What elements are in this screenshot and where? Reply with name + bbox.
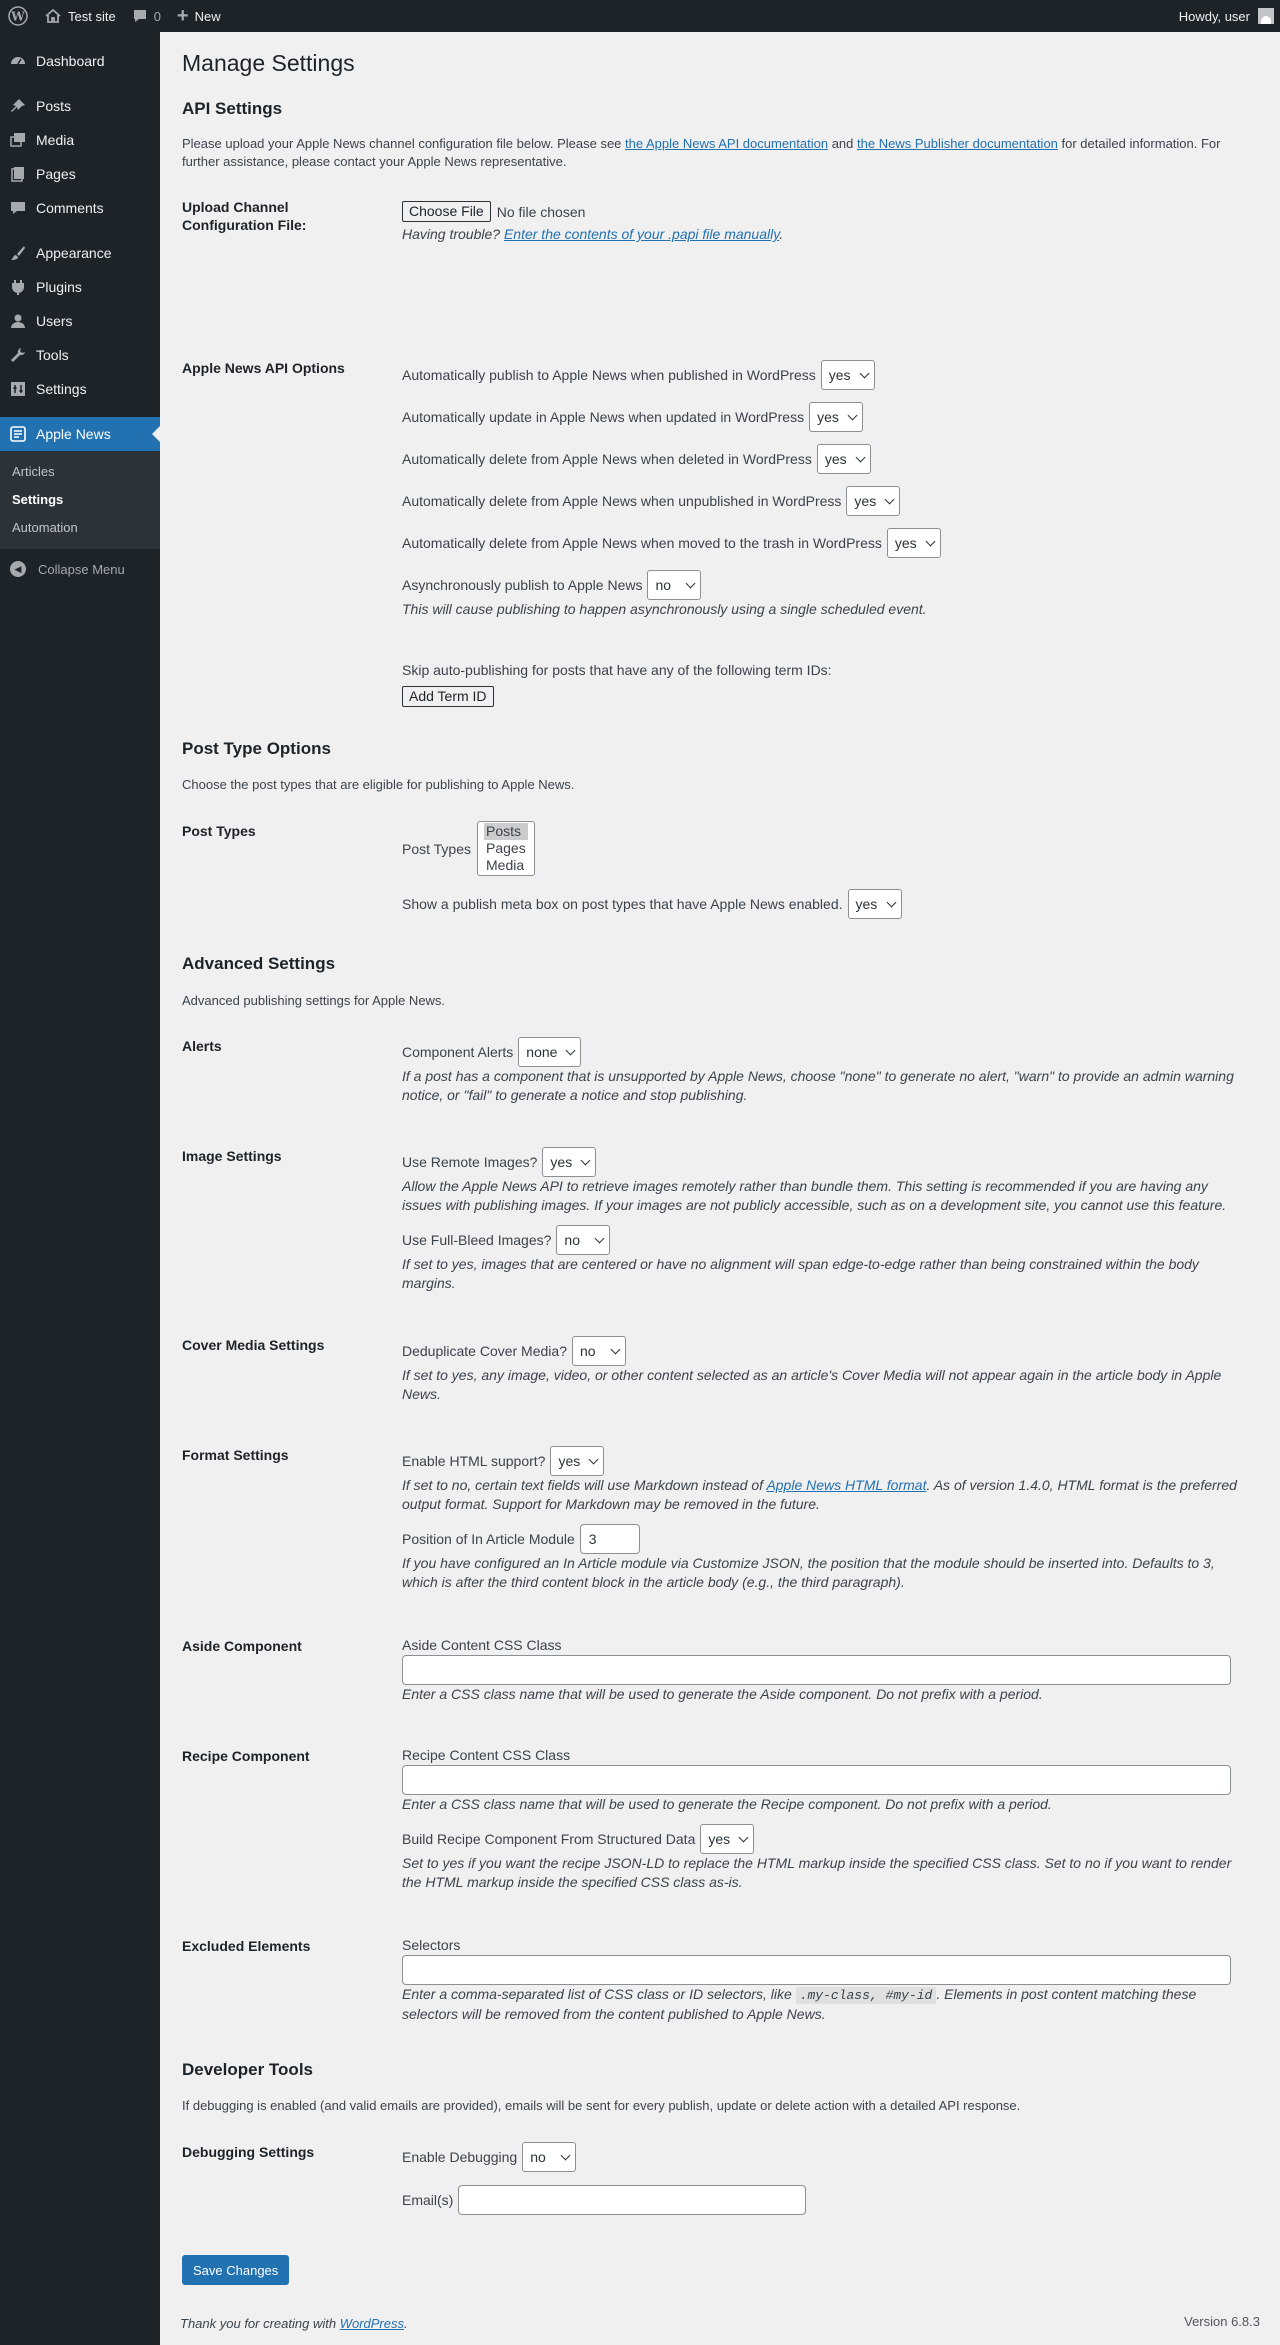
structured-select[interactable]: yes xyxy=(700,1824,754,1854)
dashboard-icon xyxy=(8,51,28,71)
auto-delete-row xyxy=(402,444,871,474)
alerts-field xyxy=(402,1037,1248,1105)
aside-class-input[interactable] xyxy=(402,1655,1231,1685)
enable-debugging-label: Enable Debugging xyxy=(402,2149,518,2165)
sidebar-item-label: Users xyxy=(36,313,73,329)
meta-box-select[interactable]: yes xyxy=(848,889,902,919)
pages-icon xyxy=(8,164,28,184)
debugging-select[interactable]: no xyxy=(522,2142,576,2172)
cover-media-label: Cover Media Settings xyxy=(182,1337,325,1353)
footer xyxy=(180,2314,1260,2333)
alerts-hint: If a post has a component that is unsupported by Apple News, choose "none" to generate no alert, "warn" to provide an admin warning notice, or "fail" to generate a notice and stop publishing. xyxy=(402,1068,1234,1103)
post-type-description: Choose the post types that are eligible for publishing to Apple News. xyxy=(182,777,575,792)
auto-unpublish-row xyxy=(402,486,900,516)
hint-text: Enter a comma-separated list of CSS class or ID selectors, like xyxy=(402,1986,796,2002)
hint-text: . Elements in post content matching these selectors will be removed from the content published to Apple News. xyxy=(402,1986,1197,2022)
auto-unpublish-select[interactable]: yes xyxy=(846,486,900,516)
sidebar-item-appearance[interactable] xyxy=(0,236,160,270)
dedupe-select[interactable]: no xyxy=(572,1336,626,1366)
sidebar-item-label: Dashboard xyxy=(36,53,105,69)
image-settings-field xyxy=(402,1147,1248,1293)
media-icon xyxy=(8,130,28,150)
site-link[interactable] xyxy=(36,0,124,32)
structured-hint: Set to yes if you want the recipe JSON-LD to replace the HTML markup inside the specified CSS class. Set to no if you want to render the HTML markup inside the specified CSS class as-is. xyxy=(402,1855,1232,1890)
footer-text: Thank you for creating with xyxy=(180,2316,340,2331)
post-types-listbox[interactable] xyxy=(477,821,535,876)
recipe-label: Recipe Component xyxy=(182,1748,310,1764)
advanced-heading: Advanced Settings xyxy=(182,954,336,973)
comments-link[interactable] xyxy=(124,0,169,32)
developer-tools-heading: Developer Tools xyxy=(182,2060,313,2079)
remote-images-hint: Allow the Apple News API to retrieve images remotely rather than bundle them. This setting is recommended if you are having any issues with publishing images. If your images are not publicly accessible, such as on a development site, you cannot use this feature. xyxy=(402,1178,1227,1213)
async-hint: This will cause publishing to happen asynchronously using a single scheduled event. xyxy=(402,601,927,617)
component-alerts-label: Component Alerts xyxy=(402,1044,514,1060)
image-settings-label: Image Settings xyxy=(182,1148,282,1164)
paintbrush-icon xyxy=(8,243,28,263)
emails-input[interactable] xyxy=(458,2185,806,2215)
recipe-field-label: Recipe Content CSS Class xyxy=(402,1747,571,1763)
format-settings-label: Format Settings xyxy=(182,1447,289,1463)
option-label: Automatically delete from Apple News when moved to the trash in WordPress xyxy=(402,535,882,551)
hint-text: . xyxy=(779,226,784,242)
sidebar-item-apple-news[interactable] xyxy=(0,417,160,451)
sidebar-item-label: Pages xyxy=(36,166,76,182)
hint-text: If set to no, certain text fields will use Markdown instead of xyxy=(402,1477,767,1493)
new-content-link[interactable] xyxy=(169,0,229,32)
menu-separator xyxy=(0,78,160,89)
component-alerts-select[interactable]: none xyxy=(518,1037,581,1067)
auto-trash-row xyxy=(402,528,941,558)
auto-delete-select[interactable]: yes xyxy=(817,444,871,474)
full-bleed-select[interactable]: no xyxy=(556,1225,610,1255)
collapse-arrow-icon: ◀ xyxy=(10,561,26,577)
selector-example: .my-class, #my-id xyxy=(796,1987,937,2004)
option-label: Automatically update in Apple News when updated in WordPress xyxy=(402,409,805,425)
remote-images-select[interactable]: yes xyxy=(542,1147,596,1177)
sidebar-item-label: Appearance xyxy=(36,245,112,261)
desc-text: for detailed information. For further assistance, please contact your Apple News representative. xyxy=(182,136,1221,169)
auto-trash-select[interactable]: yes xyxy=(887,528,941,558)
my-account[interactable] xyxy=(1171,0,1280,32)
no-file-text: No file chosen xyxy=(496,203,586,220)
full-bleed-hint: If set to yes, images that are centered or have no alignment will span edge-to-edge rather than being constrained within the body margins. xyxy=(402,1256,1199,1291)
version-text: Version 6.8.3 xyxy=(1184,2314,1260,2329)
aside-label: Aside Component xyxy=(182,1638,302,1654)
comment-icon xyxy=(132,8,148,24)
async-field xyxy=(402,570,927,619)
emails-row xyxy=(402,2185,806,2215)
sidebar-item-label: Comments xyxy=(36,200,104,216)
trouble-hint xyxy=(402,225,783,244)
recipe-class-input[interactable] xyxy=(402,1765,1231,1795)
remote-images-label: Use Remote Images? xyxy=(402,1154,538,1170)
footer-thanks xyxy=(180,2316,408,2331)
avatar xyxy=(1258,8,1274,24)
footer-text: . xyxy=(404,2316,408,2331)
advanced-description: Advanced publishing settings for Apple News. xyxy=(182,993,446,1008)
sidebar-item-label: Posts xyxy=(36,98,72,114)
html-support-label: Enable HTML support? xyxy=(402,1453,546,1469)
svg-text:W: W xyxy=(11,9,25,24)
skip-field xyxy=(402,660,832,707)
recipe-field xyxy=(402,1745,1248,1892)
option-label: Automatically delete from Apple News when deleted in WordPress xyxy=(402,451,812,467)
format-settings-field xyxy=(402,1446,1248,1592)
html-support-hint xyxy=(402,1476,1248,1514)
page-title: Manage Settings xyxy=(182,50,355,76)
aside-field xyxy=(402,1635,1248,1704)
auto-update-select[interactable]: yes xyxy=(809,402,863,432)
publisher-docs-link[interactable]: the News Publisher documentation xyxy=(857,136,1058,151)
post-types-field-label: Post Types xyxy=(402,840,472,857)
structured-label: Build Recipe Component From Structured Data xyxy=(402,1831,696,1847)
cover-media-hint: If set to yes, any image, video, or other content selected as an article's Cover Media will not appear again in the article body in Apple News. xyxy=(402,1367,1222,1402)
menu-separator xyxy=(0,225,160,236)
post-types-label: Post Types xyxy=(182,823,256,839)
collapse-menu-button[interactable] xyxy=(0,549,160,589)
auto-publish-row xyxy=(402,360,875,390)
apple-news-submenu xyxy=(0,451,160,549)
debugging-row xyxy=(402,2142,576,2172)
settings-icon xyxy=(8,379,28,399)
upload-config-label: Upload Channel Configuration File: xyxy=(182,199,307,233)
html-support-select[interactable]: yes xyxy=(550,1446,604,1476)
user-icon xyxy=(8,311,28,331)
emails-label: Email(s) xyxy=(402,2192,454,2208)
choose-file-button[interactable]: Choose File xyxy=(402,201,491,222)
sidebar-item-label: Plugins xyxy=(36,279,82,295)
plug-icon xyxy=(8,277,28,297)
aside-hint: Enter a CSS class name that will be used to generate the Aside component. Do not prefix with a period. xyxy=(402,1686,1043,1702)
post-type-heading: Post Type Options xyxy=(182,739,331,758)
api-settings-description xyxy=(182,135,1232,171)
comment-icon xyxy=(8,198,28,218)
collapse-menu-label: Collapse Menu xyxy=(38,561,125,577)
desc-text: and xyxy=(828,136,858,151)
wrench-icon xyxy=(8,345,28,365)
alerts-label: Alerts xyxy=(182,1038,222,1054)
api-settings-heading: API Settings xyxy=(182,99,283,118)
save-changes-button[interactable]: Save Changes xyxy=(182,2255,289,2285)
excluded-field xyxy=(402,1935,1248,2024)
skip-label: Skip auto-publishing for posts that have any of the following term IDs: xyxy=(402,662,832,678)
aside-field-label: Aside Content CSS Class xyxy=(402,1637,562,1653)
sidebar-item-dashboard[interactable] xyxy=(0,44,160,78)
post-type-option[interactable]: Media xyxy=(486,857,525,873)
wordpress-link[interactable]: WordPress xyxy=(339,2316,404,2331)
auto-update-row xyxy=(402,402,863,432)
hint-text: Having trouble? xyxy=(402,226,504,242)
sidebar-item-pages[interactable] xyxy=(0,157,160,191)
full-bleed-label: Use Full-Bleed Images? xyxy=(402,1232,552,1248)
home-icon xyxy=(44,7,62,25)
sidebar-item-media[interactable] xyxy=(0,123,160,157)
sidebar-item-comments[interactable] xyxy=(0,191,160,225)
selectors-input[interactable] xyxy=(402,1955,1231,1985)
wordpress-logo-icon[interactable] xyxy=(0,0,36,32)
admin-bar xyxy=(0,0,1280,32)
sidebar-item-label: Apple News xyxy=(36,426,111,442)
selectors-label: Selectors xyxy=(402,1937,461,1953)
sidebar-item-label: Media xyxy=(36,132,75,148)
sidebar-item-label: Tools xyxy=(36,347,69,363)
meta-box-label: Show a publish meta box on post types that have Apple News enabled. xyxy=(402,896,843,912)
dedupe-label: Deduplicate Cover Media? xyxy=(402,1343,567,1359)
admin-sidebar xyxy=(0,32,160,2345)
developer-tools-description: If debugging is enabled (and valid emails are provided), emails will be sent for every publish, update or delete action with a detailed API response. xyxy=(182,2098,1021,2113)
submenu-articles[interactable]: Articles xyxy=(12,464,55,479)
sidebar-item-plugins[interactable] xyxy=(0,270,160,304)
recipe-hint: Enter a CSS class name that will be used to generate the Recipe component. Do not prefix with a period. xyxy=(402,1796,1052,1812)
cover-media-field xyxy=(402,1336,1248,1404)
site-name: Test site xyxy=(68,8,116,24)
post-types-field xyxy=(402,821,535,876)
pushpin-icon xyxy=(8,96,28,116)
hint-text: . As of version 1.4.0, HTML format is the preferred output format. Support for Markdown may be removed in the future. xyxy=(402,1477,1237,1512)
howdy-text: Howdy, user xyxy=(1178,8,1250,24)
sidebar-item-tools[interactable] xyxy=(0,338,160,372)
post-type-option[interactable]: Pages xyxy=(486,840,526,856)
plus-icon: + xyxy=(176,5,189,27)
submenu-automation[interactable]: Automation xyxy=(12,520,78,535)
option-label: Automatically publish to Apple News when published in WordPress xyxy=(402,367,816,383)
news-icon xyxy=(8,424,28,444)
api-docs-link[interactable]: the Apple News API documentation xyxy=(625,136,829,151)
menu-separator xyxy=(0,406,160,417)
excluded-label: Excluded Elements xyxy=(182,1938,311,1954)
upload-config-field xyxy=(402,201,783,244)
option-label: Automatically delete from Apple News when unpublished in WordPress xyxy=(402,493,842,509)
debugging-label: Debugging Settings xyxy=(182,2144,315,2160)
position-input[interactable] xyxy=(580,1524,640,1554)
position-label: Position of In Article Module xyxy=(402,1531,575,1547)
comments-count: 0 xyxy=(153,8,161,24)
sidebar-item-posts[interactable] xyxy=(0,89,160,123)
auto-publish-select[interactable]: yes xyxy=(821,360,875,390)
sidebar-item-users[interactable] xyxy=(0,304,160,338)
async-label: Asynchronously publish to Apple News xyxy=(402,577,643,593)
manual-papi-link[interactable]: Enter the contents of your .papi file manually xyxy=(503,226,780,242)
meta-box-row xyxy=(402,889,902,919)
async-select[interactable]: no xyxy=(647,570,701,600)
html-format-link[interactable]: Apple News HTML format xyxy=(766,1477,927,1493)
add-term-id-button[interactable]: Add Term ID xyxy=(402,686,494,707)
sidebar-item-label: Settings xyxy=(36,381,87,397)
excluded-hint xyxy=(402,1985,1248,2024)
new-label: New xyxy=(194,8,221,24)
post-type-option[interactable]: Posts xyxy=(484,823,528,840)
position-hint: If you have configured an In Article module via Customize JSON, the position that the module should be inserted into. Defaults to 3, which is after the third content block in the article body (e.g., the third paragraph). xyxy=(402,1555,1215,1590)
api-options-label: Apple News API Options xyxy=(182,360,345,376)
submenu-settings[interactable]: Settings xyxy=(12,492,64,507)
sidebar-item-settings[interactable] xyxy=(0,372,160,406)
desc-text: Please upload your Apple News channel configuration file below. Please see xyxy=(182,136,626,151)
